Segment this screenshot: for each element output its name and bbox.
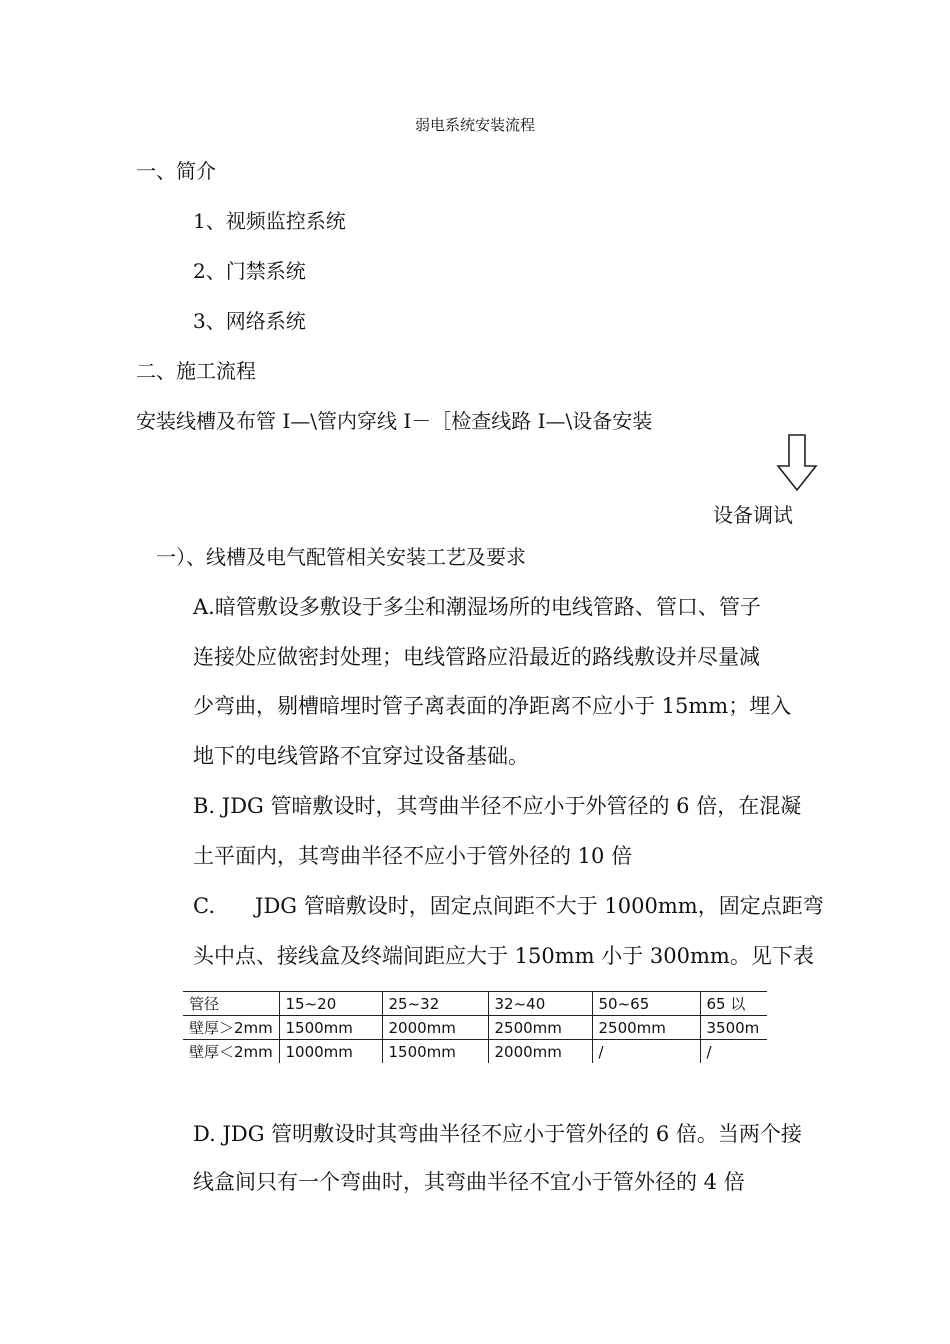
table-cell: 2500mm bbox=[592, 1016, 700, 1040]
para-a-line-4: 地下的电线管路不宜穿过设备基础。 bbox=[193, 744, 529, 768]
para-a-line-1: A.暗管敷设多敷设于多尘和潮湿场所的电线管路、管口、管子 bbox=[193, 595, 761, 619]
document-title: 弱电系统安装流程 bbox=[414, 116, 535, 134]
table-cell: 25~32 bbox=[382, 992, 488, 1016]
para-b-line-2: 土平面内，其弯曲半径不应小于管外径的 10 倍 bbox=[193, 844, 633, 868]
intro-item-access: 2、门禁系统 bbox=[193, 259, 306, 283]
table-header-row bbox=[183, 992, 767, 1016]
table-row bbox=[183, 1016, 767, 1040]
para-c-line-2: 头中点、接线盒及终端间距应大于 150mm 小于 300mm。见下表 bbox=[193, 944, 814, 968]
table-cell: 1000mm bbox=[279, 1040, 382, 1064]
table-cell: 1500mm bbox=[279, 1016, 382, 1040]
table-cell: 65 以 bbox=[700, 992, 767, 1016]
table-cell: 管径 bbox=[183, 992, 279, 1016]
table-cell: 2000mm bbox=[488, 1040, 592, 1064]
table-cell: 1500mm bbox=[382, 1040, 488, 1064]
table-cell: 2000mm bbox=[382, 1016, 488, 1040]
table-cell: / bbox=[592, 1040, 700, 1064]
section-heading-process: 二、施工流程 bbox=[136, 359, 256, 383]
table-cell: 32~40 bbox=[488, 992, 592, 1016]
table-cell: / bbox=[700, 1040, 767, 1064]
para-b-line-1: B. JDG 管暗敷设时，其弯曲半径不应小于外管径的 6 倍，在混凝 bbox=[193, 794, 802, 818]
table-row bbox=[183, 1040, 767, 1064]
table-cell: 3500m bbox=[700, 1016, 767, 1040]
intro-item-network: 3、网络系统 bbox=[193, 309, 306, 333]
section-heading-intro: 一、简介 bbox=[136, 159, 216, 183]
table-cell: 2500mm bbox=[488, 1016, 592, 1040]
para-d-line-2: 线盒间只有一个弯曲时，其弯曲半径不宜小于管外径的 4 倍 bbox=[193, 1170, 745, 1194]
down-arrow-icon bbox=[776, 434, 818, 492]
conduit-spacing-table bbox=[183, 991, 767, 1063]
table-cell: 15~20 bbox=[279, 992, 382, 1016]
para-a-line-3: 少弯曲，剔槽暗埋时管子离表面的净距离不应小于 15mm；埋入 bbox=[193, 694, 792, 718]
para-c-line-1: C. JDG 管暗敷设时，固定点间距不大于 1000mm，固定点距弯 bbox=[193, 894, 824, 918]
process-flow-line: 安装线槽及布管 I—\管内穿线 I－［检查线路 I—\设备安装 bbox=[136, 409, 653, 433]
table-cell: 50~65 bbox=[592, 992, 700, 1016]
intro-item-video: 1、视频监控系统 bbox=[193, 209, 346, 233]
process-flow-end: 设备调试 bbox=[713, 503, 793, 527]
para-d-line-1: D. JDG 管明敷设时其弯曲半径不应小于管外径的 6 倍。当两个接 bbox=[193, 1122, 802, 1146]
para-a-line-2: 连接处应做密封处理；电线管路应沿最近的路线敷设并尽量减 bbox=[193, 645, 760, 669]
subsection-heading: 一）、线槽及电气配管相关安装工艺及要求 bbox=[156, 545, 526, 569]
table-cell: 壁厚＞2mm bbox=[183, 1016, 279, 1040]
table-cell: 壁厚＜2mm bbox=[189, 1043, 273, 1061]
